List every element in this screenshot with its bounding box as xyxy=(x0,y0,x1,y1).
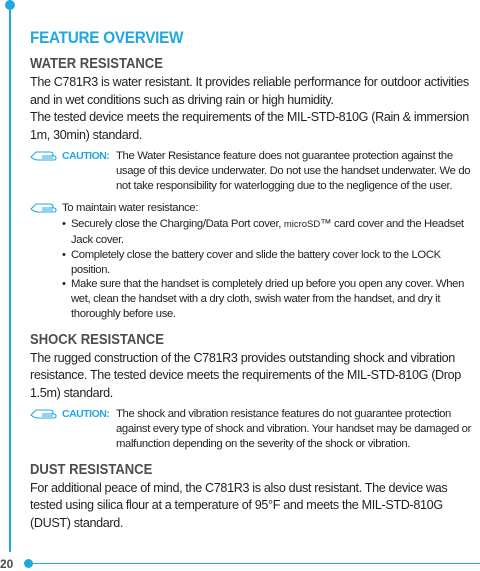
note-hand-icon xyxy=(30,200,57,216)
shock-heading: SHOCK RESISTANCE xyxy=(30,331,164,348)
side-rule xyxy=(9,0,11,552)
side-rule-dot xyxy=(5,0,15,10)
page-number: 20 xyxy=(0,557,14,571)
water-caution-note xyxy=(30,149,472,193)
maintain-intro: To maintain water resistance: xyxy=(62,202,199,215)
note-hand-icon xyxy=(30,148,57,164)
note-hand-icon xyxy=(30,406,57,422)
list-item: • Securely close the Charging/Data Port cover, microSD™ card cover and the Headset Jack cover. xyxy=(62,217,472,248)
caution-text: The shock and vibration resistance features do not guarantee protection against every type of shock and vibration. Your handset may be damaged or malfunction depending on the severity of the shock or vibration. xyxy=(116,408,472,450)
caution-text: The Water Resistance feature does not guarantee protection against the usage of this device underwater. Do not use the handset underwater. We do not take responsibility for waterlogging due to the negligence of the user. xyxy=(116,150,471,192)
microsd-brand: microSD xyxy=(283,219,321,231)
page-content xyxy=(30,28,472,532)
maintain-list xyxy=(62,217,472,322)
list-item: • Completely close the battery cover and slide the battery cover lock to the LOCK position. xyxy=(62,248,472,278)
water-para-2: The tested device meets the requirements of the MIL-STD-810G (Rain & immersion 1m, 30min) standard. xyxy=(30,110,469,142)
footer-rule xyxy=(30,563,480,564)
water-maintain-note xyxy=(30,201,472,321)
shock-section xyxy=(30,332,472,452)
page-title: FEATURE OVERVIEW xyxy=(30,28,184,47)
shock-para: The rugged construction of the C781R3 provides outstanding shock and vibration resistance. The tested device meets the requirements of the MIL-STD-810G (Drop 1.5m) standard. xyxy=(30,350,461,400)
dust-heading: DUST RESISTANCE xyxy=(30,461,153,478)
dust-section xyxy=(30,462,472,533)
shock-caution-note xyxy=(30,407,472,451)
dust-para: For additional peace of mind, the C781R3 is also dust resistant. The device was tested using silica flour at a temperature of 95°F and meets the MIL-STD-810G (DUST) standard. xyxy=(30,480,448,530)
water-heading: WATER RESISTANCE xyxy=(30,56,163,72)
list-item: • Make sure that the handset is completely dried up before you open any cover. When wet, clean the handset with a dry cloth, swish water from the handset, and dry it thoroughly before use. xyxy=(62,277,472,321)
caution-label: CAUTION: xyxy=(62,408,110,421)
water-para-1: The C781R3 is water resistant. It provides reliable performance for outdoor activities and in wet conditions such as driving rain or high humidity. xyxy=(30,75,469,107)
water-section xyxy=(30,56,472,322)
caution-label: CAUTION: xyxy=(62,150,110,162)
